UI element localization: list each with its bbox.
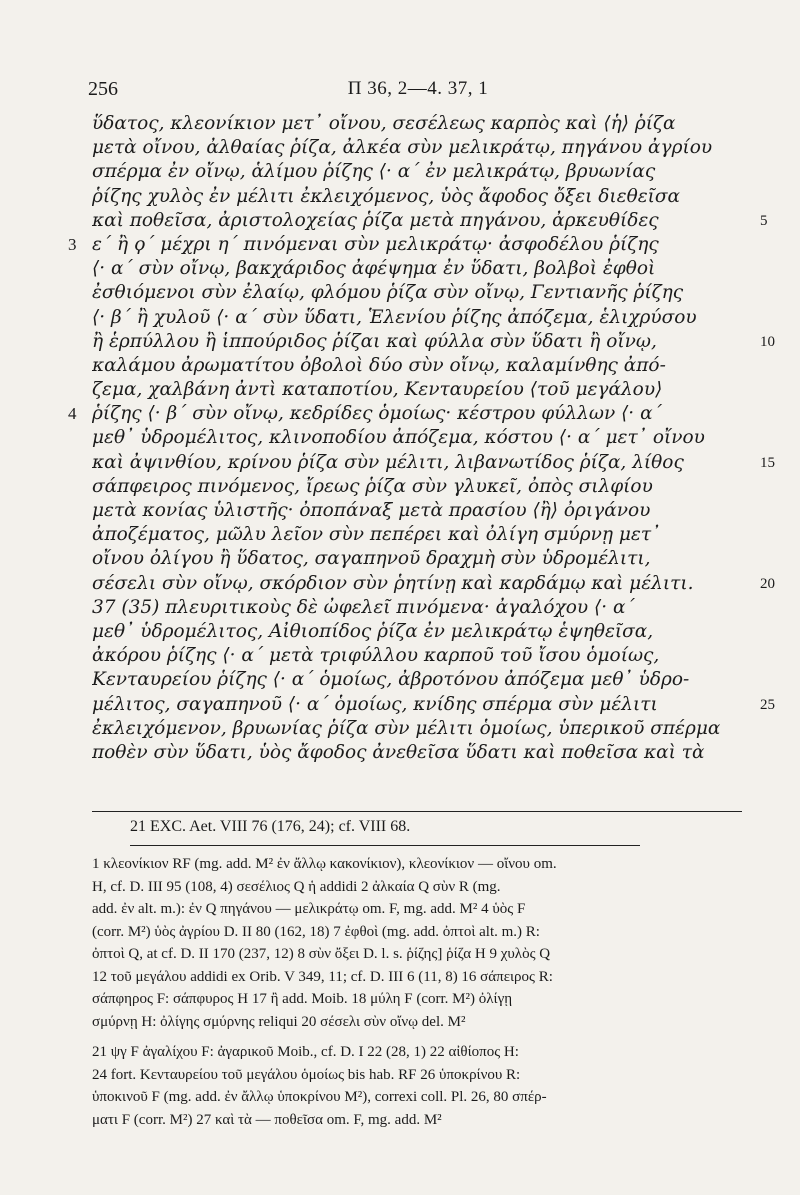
line-text: ἀποζέματος, μῶλυ λεῖον σὺν πεπέρει καὶ ὀλίγη σμύρνῃ μετ᾽ — [92, 524, 661, 546]
line-text: ἀκόρου ῥίζης ⟨· α΄ μετὰ τριφύλλου καρποῦ τοῦ ἴσου ὁμοίως, — [92, 645, 660, 667]
apparatus-line: 12 τοῦ μεγάλου addidi ex Orib. V 349, 11; cf. D. III 6 (11, 8) 16 σάπειρος R: — [92, 968, 553, 985]
apparatus-line: σμύρνῃ H: ὀλίγης σμύρνης reliqui 20 σέσελι σὺν οἴνῳ del. M² — [92, 1013, 466, 1030]
line-text: 37 (35) πλευριτικοὺς δὲ ὠφελεῖ πινόμενα· ἀγαλόχου ⟨· α΄ — [92, 596, 635, 618]
line-text: οἴνου ὀλίγου ἢ ὕδατος, σαγαπηνοῦ δραχμὴ σὺν ὑδρομέλιτι, — [92, 548, 651, 570]
text-line — [0, 233, 800, 257]
page-number: 256 — [88, 78, 118, 100]
line-text: ⟨· α΄ σὺν οἴνῳ, βακχάριδος ἀφέψημα ἐν ὕδατι, βολβοὶ ἐφθοὶ — [92, 258, 656, 280]
text-line — [0, 475, 800, 499]
line-text: μετὰ οἴνου, ἀλθαίας ῥίζα, ἀλκέα σὺν μελικράτῳ, πηγάνου ἀγρίου — [92, 137, 713, 159]
line-text: Κενταυρείου ῥίζης ⟨· α΄ ὁμοίως, ἀβροτόνου ἀπόζεμα μεθ᾽ ὑδρο- — [92, 669, 690, 691]
line-text: καὶ ἀψινθίου, κρίνου ῥίζα σὺν μέλιτι, λιβανωτίδος ῥίζα, λίθος — [92, 451, 684, 473]
section-marker: 3 — [68, 234, 77, 254]
text-line — [0, 354, 800, 378]
line-number: 5 — [760, 212, 768, 229]
line-number: 20 — [760, 575, 775, 592]
apparatus-line: 1 κλεονίκιον RF (mg. add. M² ἐν ἄλλῳ κακονίκιον), κλεονίκιον — οἴνου om. — [92, 856, 557, 872]
apparatus-line: (corr. M²) ὑὸς ἀγρίου D. II 80 (162, 18) 7 ἐφθοὶ (mg. add. ὀπτοὶ alt. m.) R: — [92, 923, 540, 940]
text-line — [0, 668, 800, 692]
line-text: ε΄ ἢ ϙ΄ μέχρι η΄ πινόμεναι σὺν μελικράτῳ· ἀσφοδέλου ῥίζης — [92, 233, 659, 255]
page-header — [88, 78, 748, 108]
line-text: ⟨· β΄ ἢ χυλοῦ ⟨· α΄ σὺν ὕδατι, Ἑλενίου ῥίζης ἀπόζεμα, ἑλιχρύσου — [92, 306, 697, 328]
text-line — [0, 185, 800, 209]
text-line — [0, 209, 800, 233]
text-line — [0, 378, 800, 402]
text-line — [0, 160, 800, 184]
line-text: ἢ ἑρπύλλου ἢ ἱππούριδος ῥίζαι καὶ φύλλα σὺν ὕδατι ἢ οἴνῳ, — [92, 330, 657, 352]
line-text: ὕδατος, κλεονίκιον μετ᾽ οἴνου, σεσέλεως καρπὸς καὶ ⟨ἡ⟩ ῥίζα — [92, 113, 676, 134]
line-text: ποθὲν σὺν ὕδατι, ὑὸς ἄφοδος ἀνεθεῖσα ὕδατι καὶ ποθεῖσα καὶ τὰ — [92, 741, 705, 763]
text-line — [0, 426, 800, 450]
line-number: 10 — [760, 333, 775, 350]
line-text: ἐσθιόμενοι σὺν ἐλαίῳ, φλόμου ῥίζα σὺν οἴνῳ, Γεντιανῆς ῥίζης — [92, 282, 684, 304]
apparatus-line: 21 ψγ F ἀγαλίχου F: ἀγαρικοῦ Moib., cf. D. I 22 (28, 1) 22 αἰθίοπος H: — [92, 1044, 519, 1060]
apparatus-line: ματι F (corr. M²) 27 καὶ τὰ — ποθεῖσα om. F, mg. add. M² — [92, 1111, 442, 1128]
line-text: καλάμου ἀρωματίτου ὀβολοὶ δύο σὺν οἴνῳ, καλαμίνθης ἀπό- — [92, 354, 666, 376]
text-line — [0, 402, 800, 426]
apparatus-line: ὀπτοὶ Q, at cf. D. II 170 (237, 12) 8 σὺν ὄξει D. l. s. ῥίζης] ῥίζα H 9 χυλὸς Q — [92, 946, 551, 962]
apparatus-line: ὑποκινοῦ F (mg. add. ἐν ἄλλῳ ὑποκρίνου M²), correxi coll. Pl. 26, 80 σπέρ- — [92, 1089, 547, 1105]
line-text: ζεμα, χαλβάνη ἀντὶ καταποτίου, Κενταυρείου ⟨τοῦ μεγάλου⟩ — [92, 379, 663, 401]
line-text: μεθ᾽ ὑδρομέλιτος, Αἰθιοπίδος ῥίζα ἐν μελικράτῳ ἑψηθεῖσα, — [92, 620, 654, 642]
text-line — [0, 523, 800, 547]
excerpt-reference: 21 EXC. Aet. VIII 76 (176, 24); cf. VIII 68. — [130, 818, 411, 835]
line-text: ῥίζης ⟨· β΄ σὺν οἴνῳ, κεδρίδες ὁμοίως· κέστρου φύλλων ⟨· α΄ — [92, 403, 662, 425]
line-number: 15 — [760, 454, 775, 471]
line-text: ἐκλειχόμενον, βρυωνίας ῥίζα σὺν μέλιτι ὁμοίως, ὑπερικοῦ σπέρμα — [92, 717, 721, 739]
text-line — [0, 717, 800, 741]
text-line — [0, 572, 800, 596]
line-number: 25 — [760, 696, 775, 713]
line-text: σπέρμα ἐν οἴνῳ, ἁλίμου ῥίζης ⟨· α΄ ἐν μελικράτῳ, βρυωνίας — [92, 161, 656, 183]
critical-apparatus — [92, 853, 752, 1131]
text-line — [0, 693, 800, 717]
line-text: μεθ᾽ ὑδρομέλιτος, κλινοποδίου ἀπόζεμα, κόστου ⟨· α΄ μετ᾽ οἴνου — [92, 427, 705, 449]
text-line — [0, 620, 800, 644]
text-line — [0, 306, 800, 330]
apparatus-line: 24 fort. Κενταυρείου τοῦ μεγάλου ὁμοίως bis hab. RF 26 ὑποκρίνου R: — [92, 1066, 521, 1083]
line-text: ῥίζης χυλὸς ἐν μέλιτι ἐκλειχόμενος, ὑὸς ἄφοδος ὄξει διεθεῖσα — [92, 185, 681, 207]
apparatus-line: H, cf. D. III 95 (108, 4) σεσέλιος Q ἡ addidi 2 ἀλκαία Q σὺν R (mg. — [92, 878, 501, 895]
text-divider — [92, 811, 742, 812]
main-text — [0, 112, 800, 765]
text-line — [0, 596, 800, 620]
line-text: σέσελι σὺν οἴνῳ, σκόρδιον σὺν ῥητίνῃ καὶ καρδάμῳ καὶ μέλιτι. — [92, 572, 694, 594]
text-line — [0, 330, 800, 354]
text-line — [0, 499, 800, 523]
apparatus-line: add. ἐν alt. m.): ἐν Q πηγάνου — μελικράτῳ om. F, mg. add. M² 4 ὑὸς F — [92, 901, 526, 917]
text-line — [0, 644, 800, 668]
line-text: μετὰ κονίας ὑλιστῆς· ὀποπάναξ μετὰ πρασίου ⟨ἢ⟩ ὀριγάνου — [92, 500, 651, 521]
text-line — [0, 257, 800, 281]
apparatus-divider — [130, 845, 640, 846]
line-text: σάπφειρος πινόμενος, ἴρεως ῥίζα σὺν γλυκεῖ, ὀπὸς σιλφίου — [92, 475, 653, 497]
text-line — [0, 281, 800, 305]
line-text: καὶ ποθεῖσα, ἀριστολοχείας ῥίζα μετὰ πηγάνου, ἀρκευθίδες — [92, 209, 659, 231]
apparatus-line: σάπφηρος F: σάπφυρος H 17 ἢ add. Moib. 18 μύλη F (corr. M²) ὀλίγῃ — [92, 991, 513, 1007]
text-line — [0, 741, 800, 765]
text-line — [0, 136, 800, 160]
running-head: Π 36, 2—4. 37, 1 — [347, 78, 489, 99]
section-marker: 4 — [68, 404, 77, 424]
text-line — [0, 451, 800, 475]
line-text: μέλιτος, σαγαπηνοῦ ⟨· α΄ ὁμοίως, κνίδης σπέρμα σὺν μέλιτι — [92, 693, 658, 715]
text-line — [0, 112, 800, 136]
text-line — [0, 547, 800, 571]
